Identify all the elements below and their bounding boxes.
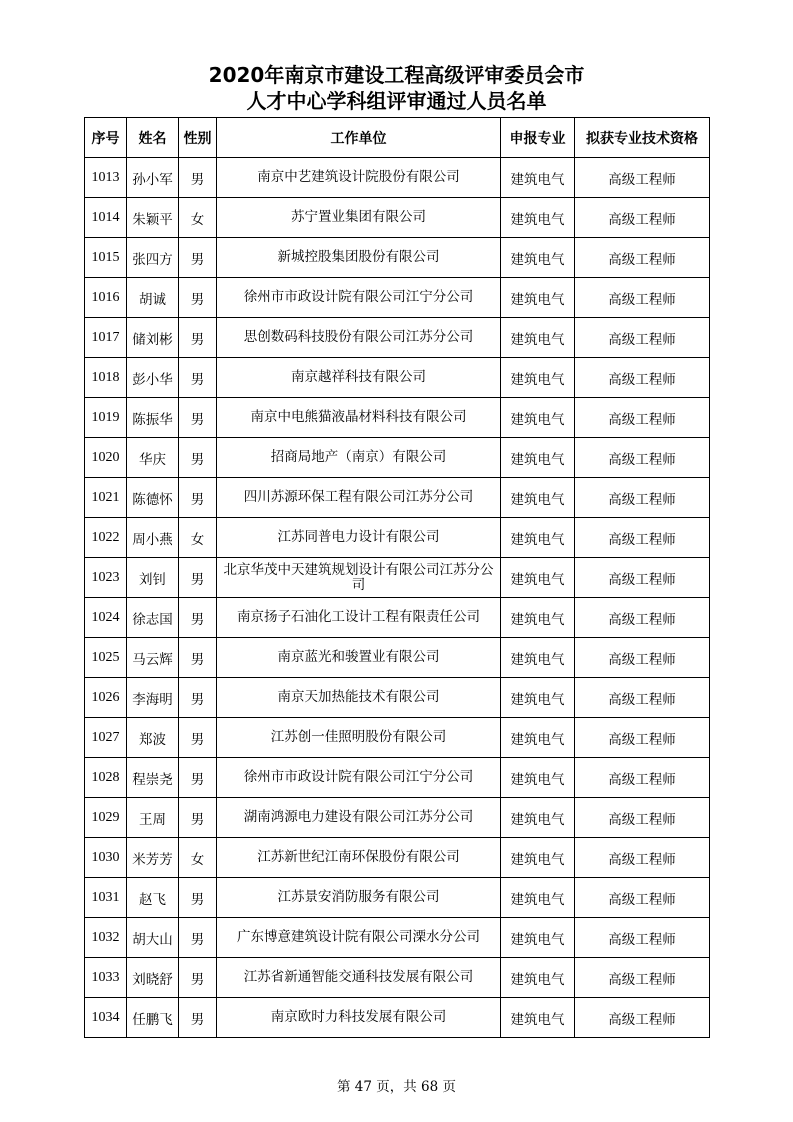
serial-cell: 1027 [85,718,127,758]
qualification-cell: 高级工程师 [575,518,710,558]
table-row [85,878,710,918]
specialty-cell: 建筑电气 [501,838,575,878]
gender-cell: 男 [179,718,217,758]
specialty-cell: 建筑电气 [501,318,575,358]
table-row [85,718,710,758]
specialty-cell: 建筑电气 [501,518,575,558]
qualification-cell: 高级工程师 [575,358,710,398]
table-row [85,358,710,398]
specialty-cell: 建筑电气 [501,718,575,758]
qualification-cell: 高级工程师 [575,798,710,838]
qualification-cell: 高级工程师 [575,318,710,358]
gender-cell: 女 [179,518,217,558]
name-cell: 李海明 [127,678,179,718]
column-header-serial: 序号 [85,118,127,158]
serial-cell: 1022 [85,518,127,558]
table-row [85,798,710,838]
gender-cell: 男 [179,558,217,598]
specialty-cell: 建筑电气 [501,918,575,958]
qualification-cell: 高级工程师 [575,598,710,638]
qualification-cell: 高级工程师 [575,878,710,918]
employer-cell: 北京华茂中天建筑规划设计有限公司江苏分公司 [217,558,501,598]
serial-cell: 1024 [85,598,127,638]
name-cell: 孙小军 [127,158,179,198]
gender-cell: 男 [179,678,217,718]
qualification-cell: 高级工程师 [575,238,710,278]
qualification-cell: 高级工程师 [575,438,710,478]
qualification-cell: 高级工程师 [575,998,710,1038]
specialty-cell: 建筑电气 [501,198,575,238]
employer-cell: 招商局地产（南京）有限公司 [217,438,501,478]
employer-cell: 徐州市市政设计院有限公司江宁分公司 [217,758,501,798]
qualification-cell: 高级工程师 [575,678,710,718]
table-row [85,558,710,598]
specialty-cell: 建筑电气 [501,758,575,798]
serial-cell: 1033 [85,958,127,998]
name-cell: 刘钊 [127,558,179,598]
serial-cell: 1014 [85,198,127,238]
name-cell: 徐志国 [127,598,179,638]
table-row [85,158,710,198]
employer-cell: 南京扬子石油化工设计工程有限责任公司 [217,598,501,638]
serial-cell: 1032 [85,918,127,958]
employer-cell: 苏宁置业集团有限公司 [217,198,501,238]
table-row [85,638,710,678]
specialty-cell: 建筑电气 [501,278,575,318]
qualification-cell: 高级工程师 [575,478,710,518]
serial-cell: 1030 [85,838,127,878]
serial-cell: 1016 [85,278,127,318]
employer-cell: 新城控股集团股份有限公司 [217,238,501,278]
gender-cell: 男 [179,278,217,318]
specialty-cell: 建筑电气 [501,158,575,198]
employer-cell: 南京天加热能技术有限公司 [217,678,501,718]
table-row [85,958,710,998]
specialty-cell: 建筑电气 [501,958,575,998]
specialty-cell: 建筑电气 [501,398,575,438]
gender-cell: 男 [179,398,217,438]
name-cell: 华庆 [127,438,179,478]
qualification-cell: 高级工程师 [575,758,710,798]
name-cell: 马云辉 [127,638,179,678]
table-row [85,998,710,1038]
serial-cell: 1023 [85,558,127,598]
table-row [85,838,710,878]
document-title-line1: 2020年南京市建设工程高级评审委员会市 [208,63,585,87]
employer-cell: 思创数码科技股份有限公司江苏分公司 [217,318,501,358]
name-cell: 胡大山 [127,918,179,958]
gender-cell: 男 [179,998,217,1038]
qualification-cell: 高级工程师 [575,558,710,598]
table-row [85,598,710,638]
gender-cell: 男 [179,758,217,798]
page-number: 第 47 页，共 68 页 [336,1079,457,1095]
table-row [85,318,710,358]
table-row [85,438,710,478]
name-cell: 储刘彬 [127,318,179,358]
name-cell: 赵飞 [127,878,179,918]
name-cell: 郑波 [127,718,179,758]
table-row [85,398,710,438]
name-cell: 胡诚 [127,278,179,318]
serial-cell: 1017 [85,318,127,358]
gender-cell: 男 [179,918,217,958]
qualification-cell: 高级工程师 [575,278,710,318]
name-cell: 程崇尧 [127,758,179,798]
specialty-cell: 建筑电气 [501,238,575,278]
employer-cell: 徐州市市政设计院有限公司江宁分公司 [217,278,501,318]
serial-cell: 1019 [85,398,127,438]
table-row [85,238,710,278]
employer-cell: 南京越祥科技有限公司 [217,358,501,398]
employer-cell: 广东博意建筑设计院有限公司溧水分公司 [217,918,501,958]
serial-cell: 1021 [85,478,127,518]
serial-cell: 1028 [85,758,127,798]
column-header-qualification: 拟获专业技术资格 [575,118,710,158]
qualification-cell: 高级工程师 [575,158,710,198]
specialty-cell: 建筑电气 [501,638,575,678]
serial-cell: 1034 [85,998,127,1038]
qualification-cell: 高级工程师 [575,638,710,678]
name-cell: 刘晓舒 [127,958,179,998]
gender-cell: 男 [179,238,217,278]
serial-cell: 1029 [85,798,127,838]
qualification-cell: 高级工程师 [575,838,710,878]
employer-cell: 南京中艺建筑设计院股份有限公司 [217,158,501,198]
name-cell: 张四方 [127,238,179,278]
specialty-cell: 建筑电气 [501,438,575,478]
serial-cell: 1013 [85,158,127,198]
column-header-employer: 工作单位 [217,118,501,158]
table-row [85,758,710,798]
name-cell: 任鹏飞 [127,998,179,1038]
name-cell: 陈振华 [127,398,179,438]
employer-cell: 江苏景安消防服务有限公司 [217,878,501,918]
gender-cell: 男 [179,438,217,478]
serial-cell: 1020 [85,438,127,478]
specialty-cell: 建筑电气 [501,598,575,638]
column-header-name: 姓名 [127,118,179,158]
gender-cell: 男 [179,798,217,838]
gender-cell: 女 [179,198,217,238]
qualification-cell: 高级工程师 [575,918,710,958]
employer-cell: 江苏创一佳照明股份有限公司 [217,718,501,758]
serial-cell: 1025 [85,638,127,678]
column-header-gender: 性别 [179,118,217,158]
name-cell: 彭小华 [127,358,179,398]
gender-cell: 男 [179,478,217,518]
employer-cell: 江苏省新通智能交通科技发展有限公司 [217,958,501,998]
gender-cell: 男 [179,318,217,358]
table-body [85,158,710,1038]
table-row [85,678,710,718]
employer-cell: 南京中电熊猫液晶材料科技有限公司 [217,398,501,438]
specialty-cell: 建筑电气 [501,998,575,1038]
specialty-cell: 建筑电气 [501,478,575,518]
name-cell: 米芳芳 [127,838,179,878]
employer-cell: 湖南鸿源电力建设有限公司江苏分公司 [217,798,501,838]
gender-cell: 男 [179,598,217,638]
gender-cell: 男 [179,958,217,998]
qualification-cell: 高级工程师 [575,398,710,438]
table-row [85,278,710,318]
employer-cell: 江苏同普电力设计有限公司 [217,518,501,558]
employer-cell: 南京欧时力科技发展有限公司 [217,998,501,1038]
name-cell: 朱颖平 [127,198,179,238]
gender-cell: 女 [179,838,217,878]
name-cell: 陈德怀 [127,478,179,518]
table-row [85,478,710,518]
gender-cell: 男 [179,878,217,918]
employer-cell: 江苏新世纪江南环保股份有限公司 [217,838,501,878]
gender-cell: 男 [179,358,217,398]
gender-cell: 男 [179,158,217,198]
specialty-cell: 建筑电气 [501,878,575,918]
document-title-line2: 人才中心学科组评审通过人员名单 [246,89,547,113]
qualification-cell: 高级工程师 [575,718,710,758]
qualification-cell: 高级工程师 [575,198,710,238]
serial-cell: 1018 [85,358,127,398]
specialty-cell: 建筑电气 [501,558,575,598]
table-header-row [85,118,710,158]
column-header-specialty: 申报专业 [501,118,575,158]
serial-cell: 1015 [85,238,127,278]
personnel-table [84,117,710,1038]
serial-cell: 1026 [85,678,127,718]
serial-cell: 1031 [85,878,127,918]
table-row [85,918,710,958]
employer-cell: 南京蓝光和骏置业有限公司 [217,638,501,678]
name-cell: 周小燕 [127,518,179,558]
table-row [85,518,710,558]
table-row [85,198,710,238]
gender-cell: 男 [179,638,217,678]
qualification-cell: 高级工程师 [575,958,710,998]
specialty-cell: 建筑电气 [501,678,575,718]
specialty-cell: 建筑电气 [501,358,575,398]
name-cell: 王周 [127,798,179,838]
employer-cell: 四川苏源环保工程有限公司江苏分公司 [217,478,501,518]
specialty-cell: 建筑电气 [501,798,575,838]
